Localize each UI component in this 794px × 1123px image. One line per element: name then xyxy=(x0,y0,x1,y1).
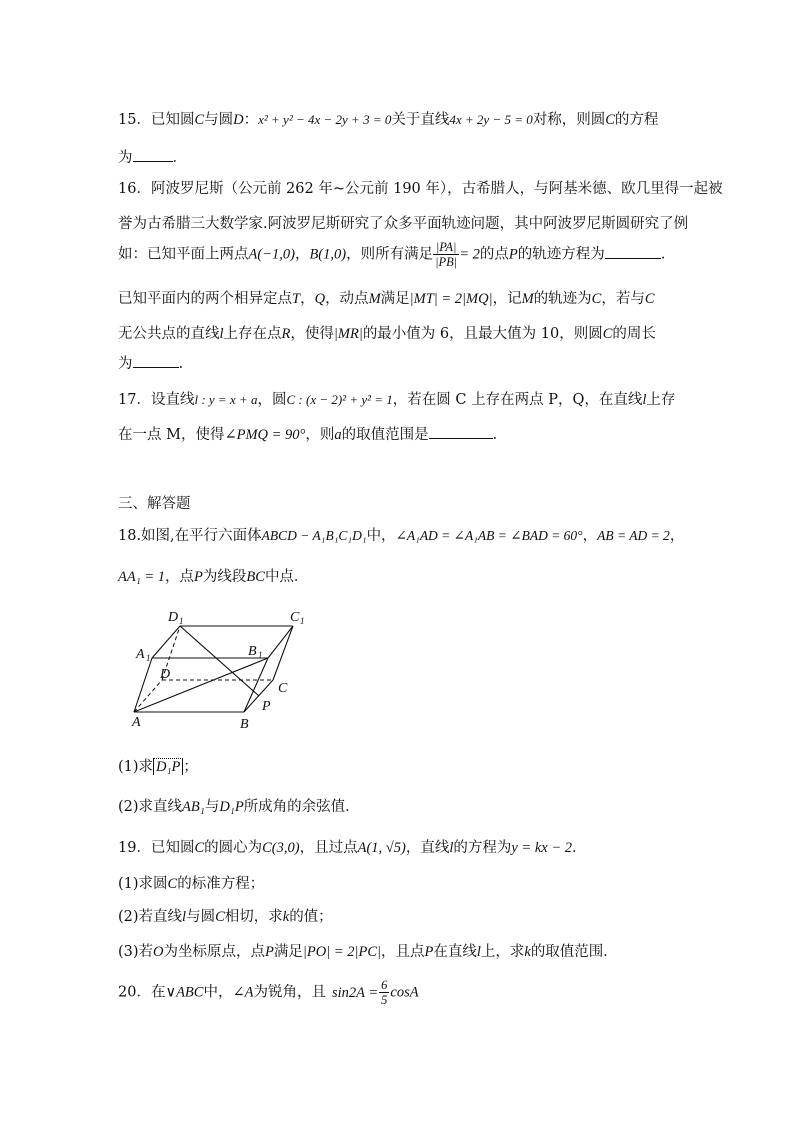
answer-blank xyxy=(133,147,173,162)
q16-line3: 如：已知平面上两点A(−1,0)，B(1,0)，则所有满足 $\frac{|PA|}{|PB|}$ = 2的点P的轨迹方程为 . xyxy=(118,240,666,269)
line-equation: y = kx − 2 xyxy=(511,840,572,856)
q15-line1 xyxy=(118,108,658,129)
q19-text: 的取值范围． xyxy=(530,944,618,960)
fraction-six-fifths xyxy=(379,978,389,1007)
var-l: l xyxy=(449,840,454,856)
q20-text: 为锐角，且 xyxy=(253,984,326,1001)
ratio-fraction xyxy=(433,240,459,269)
var-p: P xyxy=(424,944,434,960)
q16-line2 xyxy=(118,212,688,233)
label-d: D xyxy=(160,667,171,682)
equation-right: cosA xyxy=(390,984,419,1001)
q16-text: ，若与 xyxy=(601,291,645,307)
var-c: C xyxy=(194,112,205,128)
q17-text: ，则 xyxy=(305,427,335,443)
ratio-value: = 2 xyxy=(459,246,480,263)
q19-text: (2)若直线 xyxy=(118,909,183,925)
q18-text: ， xyxy=(669,528,685,544)
q17-text: 上存 xyxy=(646,392,676,408)
segment-ab1-label: AB₁ xyxy=(182,799,205,815)
var-c: C xyxy=(167,876,178,892)
q19-text: 与圆 xyxy=(186,909,216,925)
var-c: C xyxy=(602,326,613,342)
var-m: M xyxy=(368,291,381,307)
q16-text: 16．阿波罗尼斯（公元前 262 年~公元前 190 年），古希腊人，与阿基米德、欧几里得一起被 xyxy=(118,181,723,197)
q15-text: 关于直线 xyxy=(391,112,450,128)
q19-text: 在直线 xyxy=(433,944,477,960)
q18-text: ，点 xyxy=(165,569,195,585)
section-heading: 三、解答题 xyxy=(118,496,191,512)
q19-text: 满足 xyxy=(273,944,303,960)
q15-text: 的方程 xyxy=(614,112,659,128)
q16-text: 誉为古希腊三大数学家.阿波罗尼斯研究了众多平面轨迹问题，其中阿波罗尼斯圆研究了例 xyxy=(118,216,689,232)
fraction-numerator: 6 xyxy=(381,978,388,992)
triangle-abc: ∨ABC xyxy=(165,984,204,1001)
answer-blank xyxy=(605,244,661,259)
q19-sub1 xyxy=(118,872,264,893)
q15-text: ． xyxy=(172,150,187,166)
q19-text: (3)若 xyxy=(118,944,154,960)
q17-text: ，圆 xyxy=(257,392,287,408)
edge-b1c1 xyxy=(268,626,293,658)
var-p: P xyxy=(508,246,518,263)
q18-text: ； xyxy=(183,759,198,775)
q19-line1 xyxy=(118,836,587,857)
var-m: M xyxy=(521,291,534,307)
q16-text: 满足 xyxy=(380,291,410,307)
var-t: T xyxy=(292,291,301,307)
point-a: A(−1,0) xyxy=(248,246,295,263)
line-equation: l : y = x + a xyxy=(194,392,258,407)
line-equation: 4x + 2y − 5 = 0 xyxy=(449,112,533,127)
var-p: P xyxy=(194,569,203,585)
q16-text: 无公共点的直线 xyxy=(118,326,220,342)
var-c: C xyxy=(591,291,602,307)
label-a: A xyxy=(132,715,141,730)
q16-text: ，记 xyxy=(492,291,522,307)
mr-abs: |MR| xyxy=(333,326,363,342)
circle-equation: x² + y² − 4x − 2y + 3 = 0 xyxy=(258,112,392,127)
segment-d1p xyxy=(180,626,259,696)
var-o: O xyxy=(153,944,164,960)
var-r: R xyxy=(281,326,291,342)
point-b: B(1,0) xyxy=(309,246,347,263)
q20-text: 中， xyxy=(203,984,233,1001)
q20-line1 xyxy=(118,978,419,1007)
parallelepiped-figure xyxy=(128,606,318,756)
var-c: C xyxy=(215,909,225,925)
label-b1: B xyxy=(248,644,257,659)
var-c: C xyxy=(194,840,205,856)
q19-text: (1)求圆 xyxy=(118,876,168,892)
var-k: k xyxy=(524,944,531,960)
q20-text: 20．在 xyxy=(118,984,166,1001)
solid-name: ABCD − A₁B₁C₁D₁ xyxy=(261,528,367,543)
var-c: C xyxy=(644,291,655,307)
q19-text: ，直线 xyxy=(405,840,450,856)
label-d1: D xyxy=(168,610,179,625)
edge-d1a1 xyxy=(152,626,180,658)
q16-line1 xyxy=(118,177,723,198)
edge-cc1 xyxy=(273,626,293,680)
q19-text: 的值； xyxy=(289,909,333,925)
q16-text: 的轨迹为 xyxy=(533,291,592,307)
q18-sub2 xyxy=(118,795,360,816)
angle-conditions: ∠A₁AD = ∠A₁AB = ∠BAD = 60° xyxy=(395,528,583,543)
q17-text: 17．设直线 xyxy=(118,392,195,408)
fraction-denominator: |PB| xyxy=(435,255,458,269)
q18-line1 xyxy=(118,524,684,545)
q18-text: (2)求直线 xyxy=(118,799,183,815)
q17-text: 的取值范围是 xyxy=(341,427,429,443)
var-a: a xyxy=(334,427,342,443)
q18-text: 中， xyxy=(366,528,396,544)
label-sub: 1 xyxy=(300,616,305,626)
q15-text: 对称，则圆 xyxy=(532,112,606,128)
edge-aa1 xyxy=(134,658,152,712)
q16-line5 xyxy=(118,322,656,343)
q16-text: ，则所有满足 xyxy=(346,246,434,263)
q15-text: 15．已知圆 xyxy=(118,112,195,128)
var-l: l xyxy=(182,909,187,925)
q18-text: 中点． xyxy=(264,569,309,585)
label-sub: 1 xyxy=(179,616,184,626)
label-a1: A xyxy=(136,647,145,662)
fraction-numerator: |PA| xyxy=(433,240,459,255)
q15-line2 xyxy=(118,146,187,167)
var-l: l xyxy=(219,326,224,342)
q15-text: 与圆 xyxy=(204,112,234,128)
var-l: l xyxy=(476,944,481,960)
point-a: A(1, √5) xyxy=(357,840,406,856)
q16-text: 如：已知平面上两点 xyxy=(118,246,249,263)
angle-a: ∠A xyxy=(232,984,254,1001)
var-d: D xyxy=(233,112,244,128)
q19-text: 相切，求 xyxy=(224,909,283,925)
var-l: l xyxy=(642,392,647,408)
edge-lengths: AB = AD = 2 xyxy=(597,528,670,543)
var-p: P xyxy=(265,944,274,960)
q18-text: 与 xyxy=(204,799,220,815)
circle-center: C(3,0) xyxy=(262,840,300,856)
label-c: C xyxy=(278,681,288,696)
q18-text: 所成角的余弦值． xyxy=(243,799,360,815)
q19-text: 为坐标原点，点 xyxy=(163,944,266,960)
q16-text: 的周长 xyxy=(612,326,656,342)
label-sub: 1 xyxy=(258,650,263,660)
segment-bc: BC xyxy=(246,569,265,585)
q17-text: ，若在圆 C 上存在两点 P，Q，在直线 xyxy=(392,392,643,408)
q19-text: 19．已知圆 xyxy=(118,840,195,856)
q19-text: 的方程为 xyxy=(453,840,512,856)
q19-text: ． xyxy=(572,840,587,856)
q18-text: ， xyxy=(582,528,598,544)
q18-sub1 xyxy=(118,755,198,776)
q17-text: 在一点 M，使得 xyxy=(118,427,225,443)
q15-text: 为 xyxy=(118,150,133,166)
mt-equation: |MT| = 2|MQ| xyxy=(409,291,493,307)
q19-text: ，且过点 xyxy=(299,840,358,856)
q19-sub3 xyxy=(118,940,618,961)
q18-text: (1)求 xyxy=(118,759,154,775)
var-c: C xyxy=(605,112,615,128)
equation-left: sin2A = xyxy=(331,984,379,1001)
q19-text: ，且点 xyxy=(380,944,425,960)
segment-d1p-label: D₁P xyxy=(219,799,244,815)
q15-text: ： xyxy=(243,112,259,128)
q16-text: 已知平面内的两个相异定点 xyxy=(118,291,292,307)
q19-text: 上，求 xyxy=(480,944,525,960)
q16-text: 的轨迹方程为 xyxy=(517,246,605,263)
edge-aa1: AA₁ = 1 xyxy=(118,569,166,585)
q16-text: 上存在点 xyxy=(223,326,282,342)
label-sub: 1 xyxy=(146,653,151,663)
q16-text: 的点 xyxy=(479,246,509,263)
q16-text: ， xyxy=(300,291,315,307)
q16-text: ，动点 xyxy=(325,291,369,307)
q16-text: ， xyxy=(294,246,310,263)
q18-text: 18.如图,在平行六面体 xyxy=(118,528,262,544)
angle-pmq: ∠PMQ = 90° xyxy=(224,427,306,443)
q17-line1 xyxy=(118,388,675,409)
q19-text: 的圆心为 xyxy=(204,840,263,856)
po-equation: |PO| = 2|PC| xyxy=(302,944,381,960)
q16-line4 xyxy=(118,287,655,308)
q19-text: 的标准方程； xyxy=(177,876,265,892)
label-p: P xyxy=(262,699,271,714)
q17-line2: 在一点 M，使得∠PMQ = 90°，则a的取值范围是 ． xyxy=(118,423,507,444)
fraction-denominator: 5 xyxy=(381,993,388,1007)
q18-line2 xyxy=(118,565,308,586)
label-c1: C xyxy=(290,610,300,625)
answer-blank xyxy=(133,353,179,368)
q16-text: 的最小值为 6，且最大值为 10，则圆 xyxy=(362,326,603,342)
var-q: Q xyxy=(314,291,326,307)
q19-sub2 xyxy=(118,905,333,926)
q18-text: 为线段 xyxy=(202,569,247,585)
q16-text: ，使得 xyxy=(290,326,334,342)
var-k: k xyxy=(282,909,290,925)
vector-d1p: D₁P xyxy=(153,758,183,775)
circle-equation: C : (x − 2)² + y² = 1 xyxy=(286,392,393,407)
q16-line6: 为 . xyxy=(118,352,183,373)
hidden-edge-ad xyxy=(134,680,162,712)
q16-text: 为 xyxy=(118,356,133,372)
label-b: B xyxy=(240,717,249,732)
answer-blank xyxy=(429,424,493,439)
